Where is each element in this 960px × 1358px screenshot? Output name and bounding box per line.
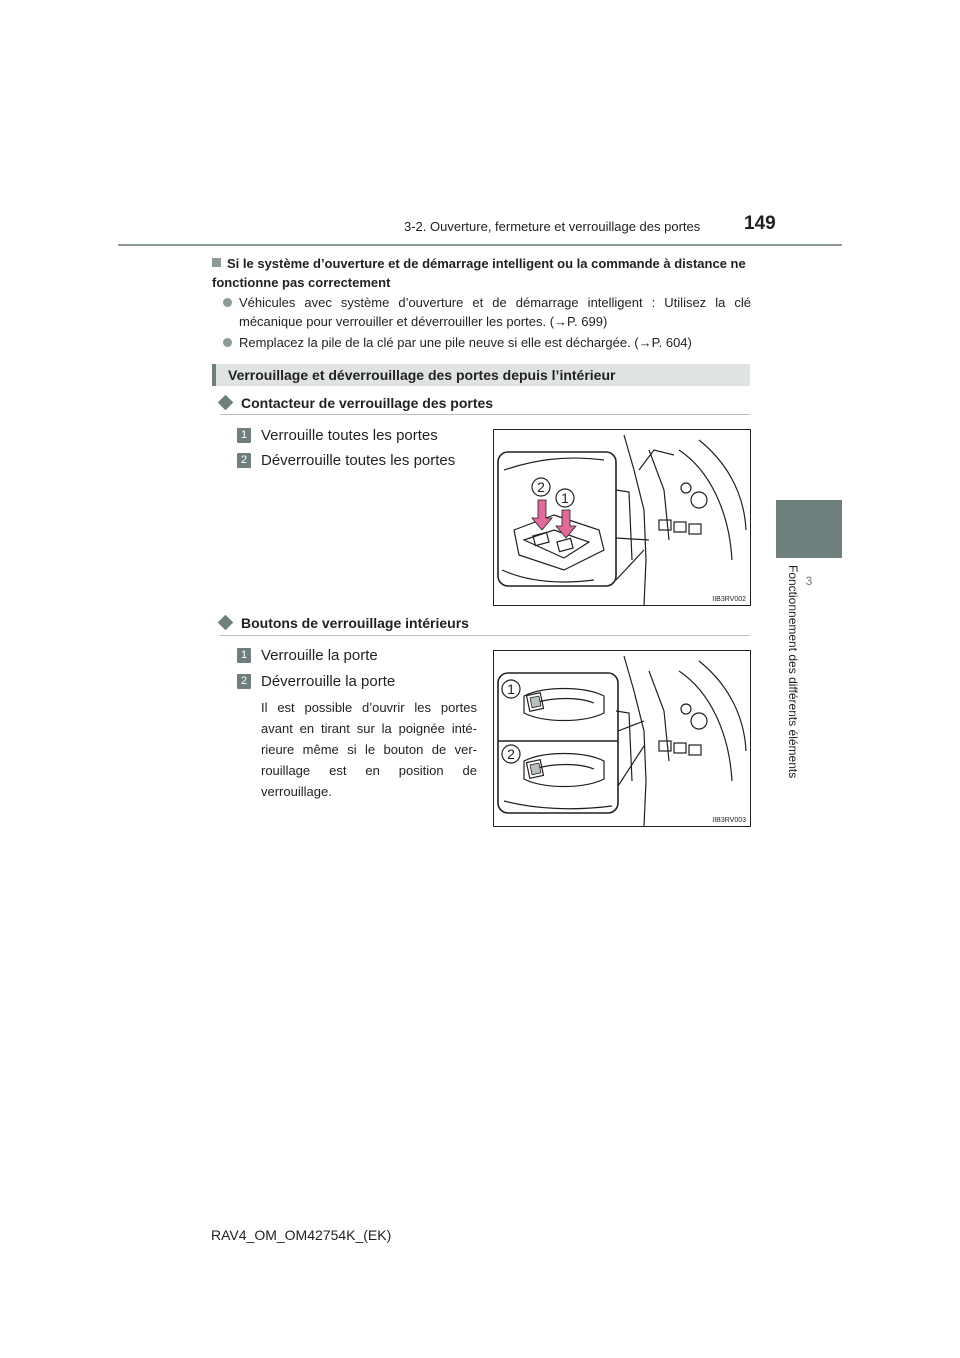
diamond-icon [218,615,234,631]
round-bullet-icon [223,298,232,307]
footer-document-id: RAV4_OM_OM42754K_(EK) [211,1227,392,1243]
illustration-lines [494,651,750,826]
header-divider [118,244,842,246]
diamond-icon [218,395,234,411]
chapter-title: Fonctionnement des différents éléments [786,565,800,779]
chapter-tab [776,500,842,558]
figure-code: IIB3RV003 [712,817,746,824]
square-bullet-icon [212,258,221,267]
section-header: Verrouillage et déverrouillage des portes depuis l’intérieur [212,364,750,386]
step-number-badge: 2 [237,674,251,689]
step-number-badge: 1 [237,648,251,663]
subsection-divider [220,635,750,636]
step-text: Verrouille toutes les portes [261,427,438,444]
callout-2: 2 [537,479,545,495]
callout-1: 1 [561,490,569,506]
illustration-lines [494,430,750,605]
step-text: Déverrouille toutes les portes [261,452,456,469]
subsection-title: Contacteur de verrouillage des portes [220,395,493,411]
subsection-divider [220,414,750,415]
note-bullet: Véhicules avec système d’ouverture et de démarrage intelligent : Utilisez la clé mécanique pour verrouiller et déverrouiller les portes. (→P. 699) [223,293,751,331]
chapter-title-vertical [786,565,800,825]
note-title: Si le système d’ouverture et de démarrage intelligent ou la commande à distance ne fonctionne pas correctement [212,256,746,290]
step-text: Verrouille la porte [261,647,378,664]
subsection-title: Boutons de verrouillage intérieurs [220,615,469,631]
chapter-number: 3 [805,574,813,588]
round-bullet-icon [223,338,232,347]
figure-code: IIB3RV002 [712,596,746,603]
step-number-badge: 1 [237,428,251,443]
interior-lock-button-illustration [493,650,751,827]
page-number: 149 [744,213,776,234]
callout-1: 1 [507,681,515,697]
callout-2: 2 [507,746,515,762]
door-lock-switch-illustration [493,429,751,606]
note-bullet: Remplacez la pile de la clé par une pile neuve si elle est déchargée. (→P. 604) [223,333,751,352]
step-text: Déverrouille la porte [261,673,396,690]
body-paragraph: Il est possible d’ouvrir les portes avant en tirant sur la poignée inté-rieure même si le bouton de ver-rouillage est en position de verrouillage. [261,700,477,799]
running-header: 3-2. Ouverture, fermeture et verrouillage des portes [404,219,701,234]
step-number-badge: 2 [237,453,251,468]
